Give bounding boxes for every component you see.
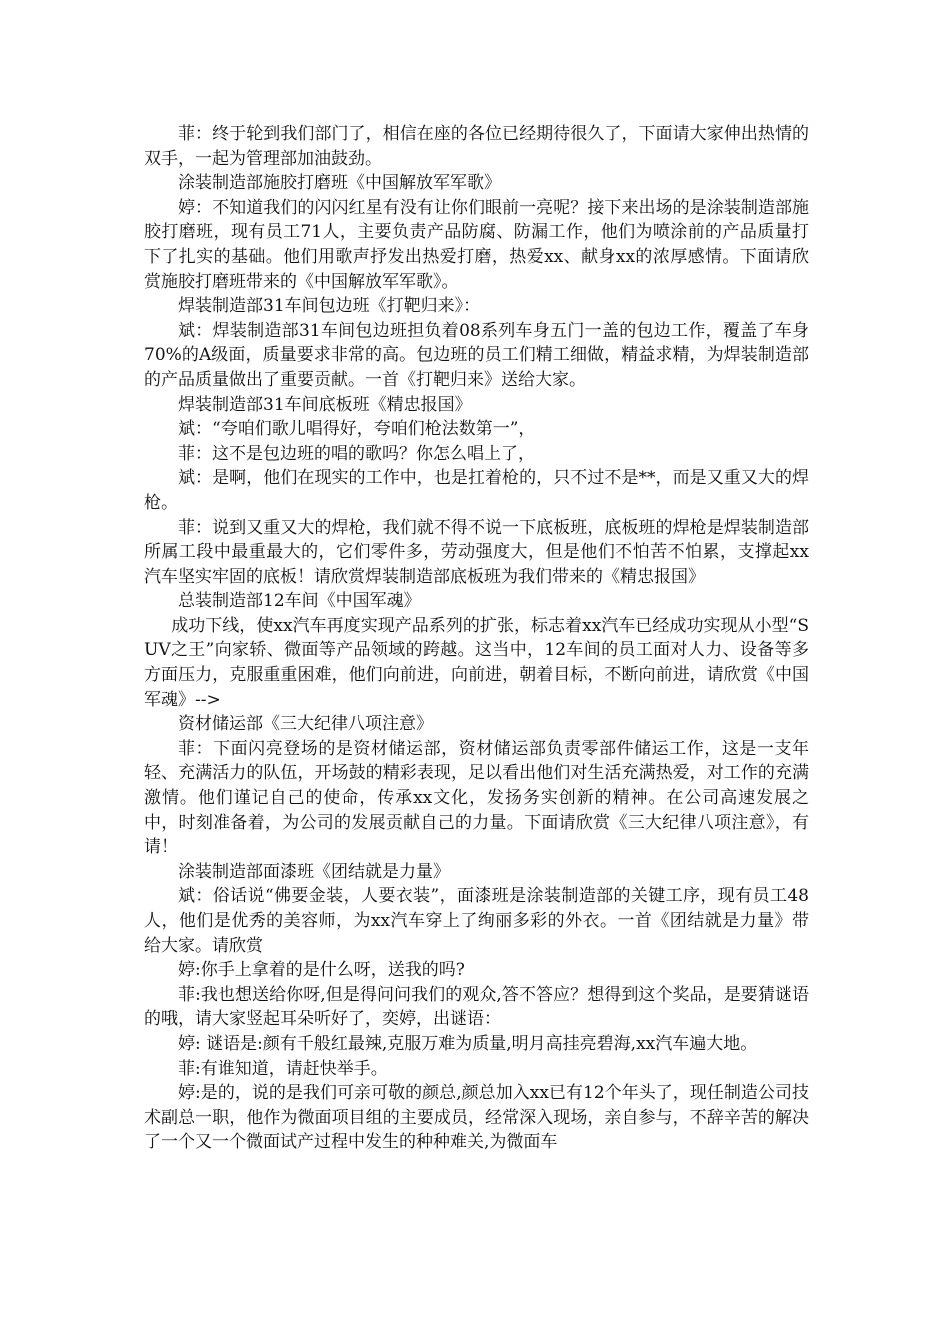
paragraph: 婷:你手上拿着的是什么呀，送我的吗? <box>178 960 465 981</box>
paragraph: 婷: 谜语是:颜有千般红最辣,克服万难为质量,明月高挂亮碧海,xx汽车遍大地。 <box>178 1033 758 1054</box>
paragraph: 菲：下面闪亮登场的是资材储运部，资材储运部负责零部件储运工作，这是一支年轻、充满活力的队伍，开场鼓的精彩表现，足以看出他们对生活充满热爱，对工作的充满激情。他们谨记自己的使命，传承xx文化，发扬务实创新的精神。在公司高速发展之中，时刻准备着，为公司的发展贡献自己的力量。下面请欣赏《三大纪律八项注意》，有请！ <box>144 738 809 858</box>
paragraph: 菲:我也想送给你呀,但是得问问我们的观众,答不答应？想得到这个奖品，是要猜谜语的哦，请大家竖起耳朵听好了，奕婷，出谜语： <box>144 984 809 1030</box>
paragraph: 成功下线，使xx汽车再度实现产品系列的扩张，标志着xx汽车已经成功实现从小型“SUV之王”向家轿、微面等产品领域的跨越。这当中，12车间的员工面对人力、设备等多方面压力，克服重重困难，他们向前进，向前进，朝着目标，不断向前进，请欣赏《中国军魂》--> <box>144 615 809 710</box>
section-heading: 焊装制造部31车间底板班《精忠报国》 <box>178 394 472 415</box>
paragraph: 婷：不知道我们的闪闪红星有没有让你们眼前一亮呢？接下来出场的是涂装制造部施胶打磨班，现有员工71人，主要负责产品防腐、防漏工作，他们为喷涂前的产品质量打下了扎实的基础。他们用歌声抒发出热爱打磨，热爱xx、献身xx的浓厚感情。下面请欣赏施胶打磨班带来的《中国解放军军歌》。 <box>144 197 809 292</box>
section-heading: 涂装制造部面漆班《团结就是力量》 <box>178 861 450 882</box>
paragraph: 菲：这不是包边班的唱的歌吗？你怎么唱上了， <box>178 443 535 464</box>
paragraph: 斌：“夸咱们歌儿唱得好，夸咱们枪法数第一”， <box>178 419 536 440</box>
paragraph: 斌：俗话说“佛要金装，人要衣装”，面漆班是涂装制造部的关键工序，现有员工48人，他们是优秀的美容师，为xx汽车穿上了绚丽多彩的外衣。一首《团结就是力量》带给大家。请欣赏 <box>144 886 809 956</box>
document-body <box>144 122 809 1155</box>
paragraph: 斌：是啊，他们在现实的工作中，也是扛着枪的，只不过不是**，而是又重又大的焊枪。 <box>144 468 809 513</box>
paragraph: 婷:是的，说的是我们可亲可敬的颜总,颜总加入xx已有12个年头了，现任制造公司技术副总一职，他作为微面项目组的主要成员，经常深入现场，亲自参与，不辞辛苦的解决了一个又一个微面试产过程中发生的种种难关,为微面车 <box>144 1083 809 1153</box>
paragraph: 斌：焊装制造部31车间包边班担负着08系列车身五门一盖的包边工作，覆盖了车身70%的A级面，质量要求非常的高。包边班的员工们精工细做，精益求精，为焊装制造部的产品质量做出了重要贡献。一首《打靶归来》送给大家。 <box>144 320 809 390</box>
paragraph: 菲:有谁知道，请赶快举手。 <box>178 1058 388 1079</box>
paragraph: 菲：说到又重又大的焊枪，我们就不得不说一下底板班，底板班的焊枪是焊装制造部所属工段中最重最大的，它们零件多，劳动强度大，但是他们不怕苦不怕累，支撑起xx汽车坚实牢固的底板！请欣赏焊装制造部底板班为我们带来的《精忠报国》 <box>144 517 809 587</box>
section-heading: 资材储运部《三大纪律八项注意》 <box>178 714 433 735</box>
section-heading: 涂装制造部施胶打磨班《中国解放军军歌》 <box>178 173 501 194</box>
paragraph: 菲：终于轮到我们部门了，相信在座的各位已经期待很久了，下面请大家伸出热情的双手，一起为管理部加油鼓劲。 <box>144 124 809 169</box>
section-heading: 焊装制造部31车间包边班《打靶归来》： <box>178 296 481 317</box>
section-heading: 总装制造部12车间《中国军魂》 <box>178 591 421 612</box>
